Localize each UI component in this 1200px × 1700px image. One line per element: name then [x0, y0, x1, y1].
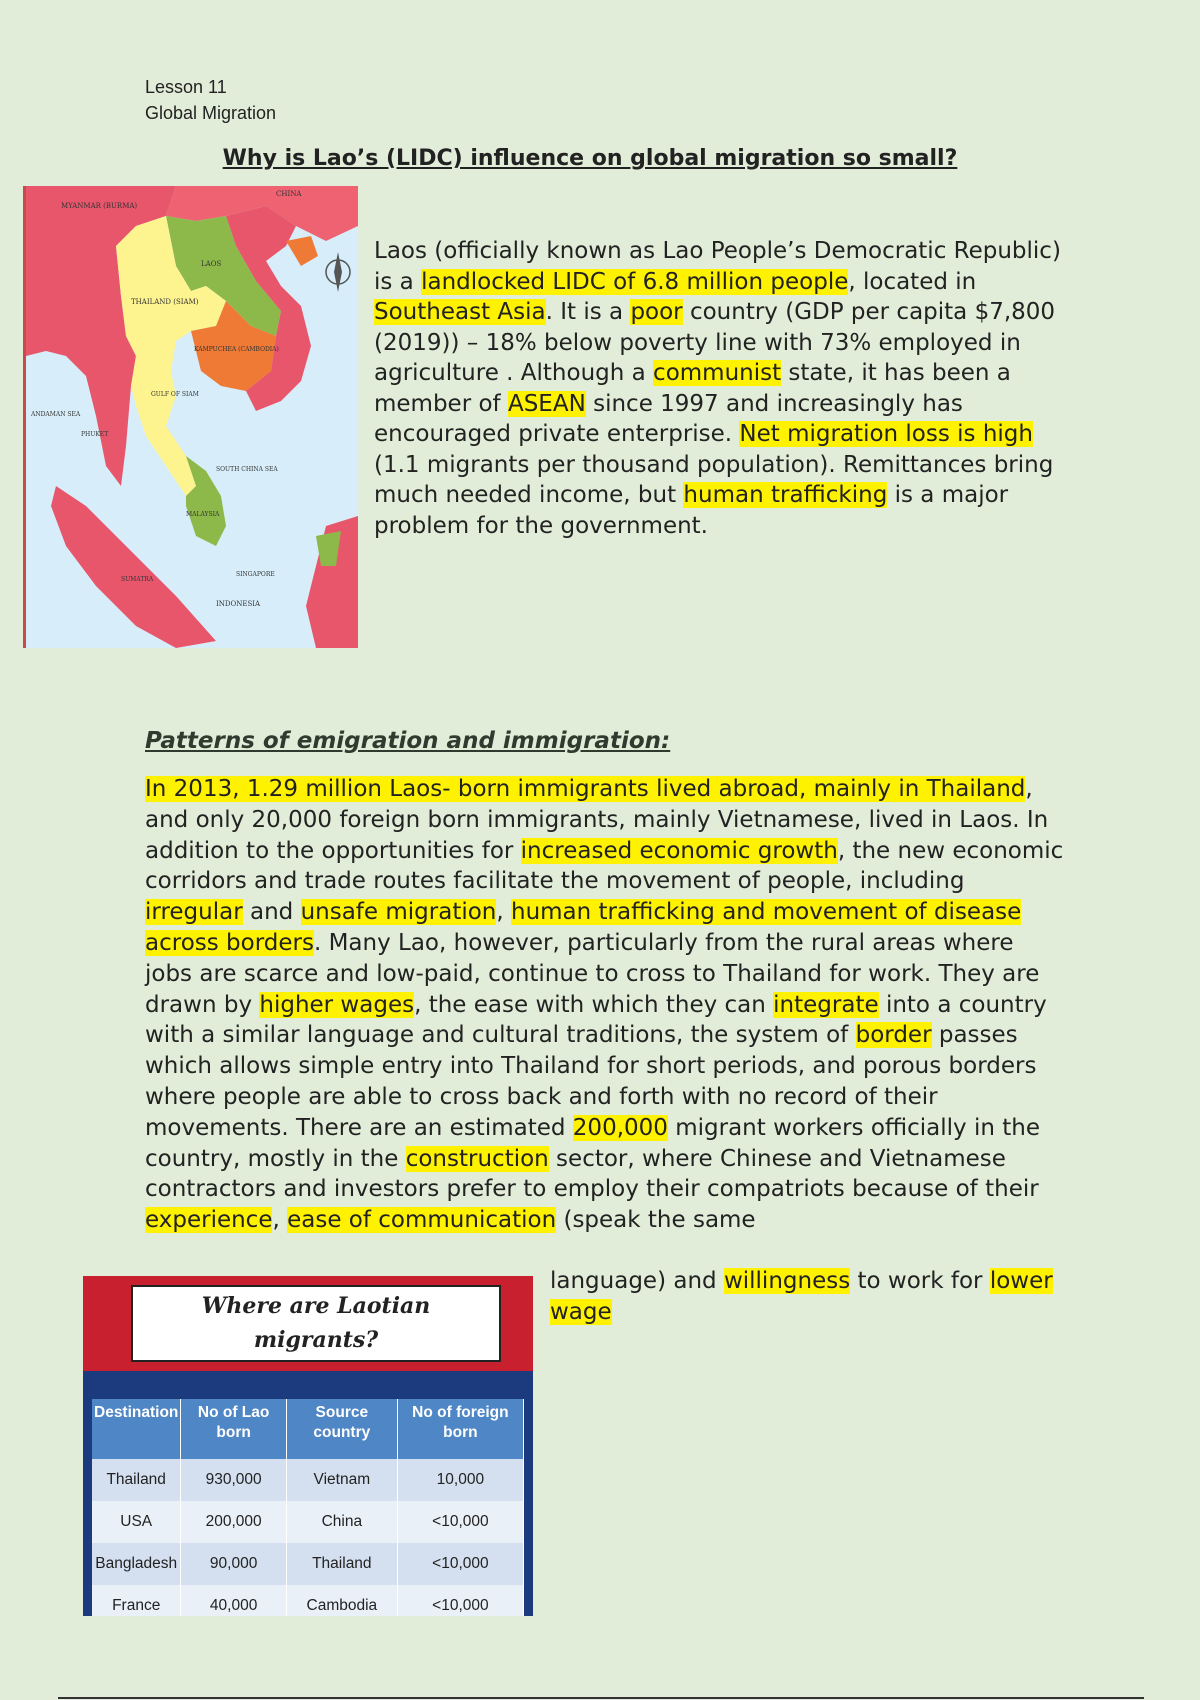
column-header: No of Lao born	[181, 1399, 286, 1459]
body-text: language) and	[550, 1268, 724, 1294]
table-cell: USA	[92, 1501, 181, 1543]
intro-text: Laos (officially known as Lao People’s Democratic Republic) is a	[374, 238, 1061, 295]
column-header: No of foreign born	[397, 1399, 523, 1459]
intro-highlight: Southeast Asia	[374, 299, 546, 325]
intro-text: is a major problem for the government.	[374, 482, 1009, 539]
intro-paragraph	[374, 236, 1064, 541]
intro-highlight: ASEAN	[507, 390, 586, 417]
body-text: migrant workers officially in the country, mostly in the	[145, 1114, 1040, 1172]
body-highlight: construction	[405, 1145, 549, 1172]
body-highlight: experience	[145, 1207, 273, 1234]
map-label-thailand: THAILAND (SIAM)	[131, 298, 199, 306]
map-label-kampuchea: KAMPUCHEA (CAMBODIA)	[194, 346, 279, 353]
map-label-myanmar: MYANMAR (BURMA)	[61, 202, 138, 210]
table-cell: 90,000	[181, 1543, 286, 1585]
column-header: Destination	[92, 1399, 181, 1459]
table-header-row	[92, 1399, 524, 1459]
map-label-phuket: PHUKET	[81, 431, 109, 438]
map-label-singapore: SINGAPORE	[236, 571, 275, 578]
migrants-table	[92, 1399, 524, 1616]
body-text: ,	[272, 1207, 288, 1234]
body-text: , the new economic corridors and trade routes facilitate the movement of people, including	[145, 837, 1064, 895]
intro-text: . It is a	[545, 299, 631, 325]
intro-highlight: communist	[653, 360, 782, 386]
page-title: Why is Lao’s (LIDC) influence on global migration so small?	[222, 146, 958, 171]
migrants-table-card	[83, 1276, 533, 1616]
table-row	[92, 1501, 524, 1543]
intro-highlight: Net migration loss is high	[739, 421, 1033, 447]
map-label-sumatra: SUMATRA	[121, 576, 154, 583]
body-text: . Many Lao, however, particularly from the rural areas where jobs are scarce and low-paid, continue to cross to Thailand for work. They are drawn by	[145, 929, 1040, 1018]
table-cell: France	[92, 1585, 181, 1616]
card-banner	[83, 1276, 533, 1371]
body-highlight: unsafe migration	[300, 899, 497, 926]
body-highlight: irregular	[145, 899, 243, 926]
column-header: Source country	[286, 1399, 397, 1459]
map-label-south-china-sea: SOUTH CHINA SEA	[216, 466, 278, 473]
map-label-indonesia: INDONESIA	[216, 600, 261, 608]
table-cell: 930,000	[181, 1459, 286, 1501]
lesson-topic: Global Migration	[145, 103, 277, 123]
table-cell: Cambodia	[286, 1585, 397, 1616]
map-drawing	[26, 186, 358, 648]
body-highlight: ease of communication	[287, 1207, 557, 1234]
table-cell: <10,000	[397, 1543, 523, 1585]
table-cell: Thailand	[92, 1459, 181, 1501]
intro-highlight: poor	[630, 299, 683, 325]
map-label-malaysia: MALAYSIA	[186, 511, 220, 518]
body-text: ,	[496, 899, 511, 926]
compass-needle-icon	[334, 252, 342, 292]
body-paragraph	[145, 774, 1065, 1236]
map-label-laos: LAOS	[201, 260, 222, 268]
body-text: , the ease with which they can	[414, 991, 774, 1018]
table-cell: Thailand	[286, 1543, 397, 1585]
body-highlight: willingness	[723, 1268, 851, 1294]
body-highlight: 200,000	[572, 1114, 668, 1141]
table-row	[92, 1585, 524, 1616]
body-text: to work for	[850, 1268, 990, 1294]
map-label-gulf: GULF OF SIAM	[151, 391, 199, 398]
body-text: passes which allows simple entry into Thailand for short periods, and porous borders where people are able to cross back and forth with no record of their movements. There are an estimated	[145, 1022, 1037, 1141]
intro-text: since 1997 and increasingly has encouraged private enterprise.	[374, 390, 963, 447]
table-cell: <10,000	[397, 1501, 523, 1543]
table-cell: 200,000	[181, 1501, 286, 1543]
intro-text: , located in	[848, 268, 977, 295]
intro-text: (1.1 migrants per thousand population). Remittances bring much needed income, but	[374, 451, 1054, 508]
table-cell: <10,000	[397, 1585, 523, 1616]
body-highlight: border	[855, 1022, 932, 1049]
map-label-china: CHINA	[276, 190, 302, 198]
body-text: sector, where Chinese and Vietnamese contractors and investors prefer to employ their compatriots because of their	[145, 1145, 1039, 1203]
body-paragraph-tail	[550, 1266, 1070, 1327]
map-label-andaman: ANDAMAN SEA	[31, 411, 81, 418]
table-cell: China	[286, 1501, 397, 1543]
card-title-box	[131, 1285, 501, 1362]
intro-text: country (GDP per capita $7,800 (2019)) – 18% below poverty line with 73% employed in agriculture . Although a	[374, 299, 1056, 386]
table-cell: 10,000	[397, 1459, 523, 1501]
table-cell: 40,000	[181, 1585, 286, 1616]
body-highlight: integrate	[773, 991, 879, 1018]
body-highlight: lower wage	[550, 1268, 1053, 1325]
body-text: (speak the same	[556, 1207, 756, 1234]
body-text: , and only 20,000 foreign born immigrants, mainly Vietnamese, lived in Laos. In addition to the opportunities for	[145, 776, 1049, 864]
body-text: and	[242, 899, 301, 926]
body-text: into a country with a similar language and cultural traditions, the system of	[145, 991, 1047, 1049]
body-highlight: In 2013, 1.29 million Laos- born immigrants lived abroad, mainly in Thailand	[145, 776, 1026, 802]
intro-text: state, it has been a member of	[374, 360, 1011, 417]
body-highlight: human trafficking and movement of disease across borders	[145, 899, 1022, 956]
bottom-divider	[58, 1697, 1144, 1699]
island-region	[286, 236, 318, 266]
table-cell: Bangladesh	[92, 1543, 181, 1585]
southeast-asia-map	[23, 186, 358, 648]
table-row	[92, 1459, 524, 1501]
table-row	[92, 1543, 524, 1585]
lesson-header	[145, 74, 276, 126]
table-cell: Vietnam	[286, 1459, 397, 1501]
body-highlight: increased economic growth	[520, 837, 838, 864]
section-heading: Patterns of emigration and immigration:	[145, 728, 671, 754]
body-highlight: higher wages	[259, 991, 415, 1018]
card-title: Where are Laotian migrants?	[201, 1293, 431, 1353]
intro-highlight: landlocked LIDC of 6.8 million people	[421, 268, 849, 295]
intro-highlight: human trafficking	[683, 482, 888, 508]
lesson-number: Lesson 11	[145, 77, 227, 97]
